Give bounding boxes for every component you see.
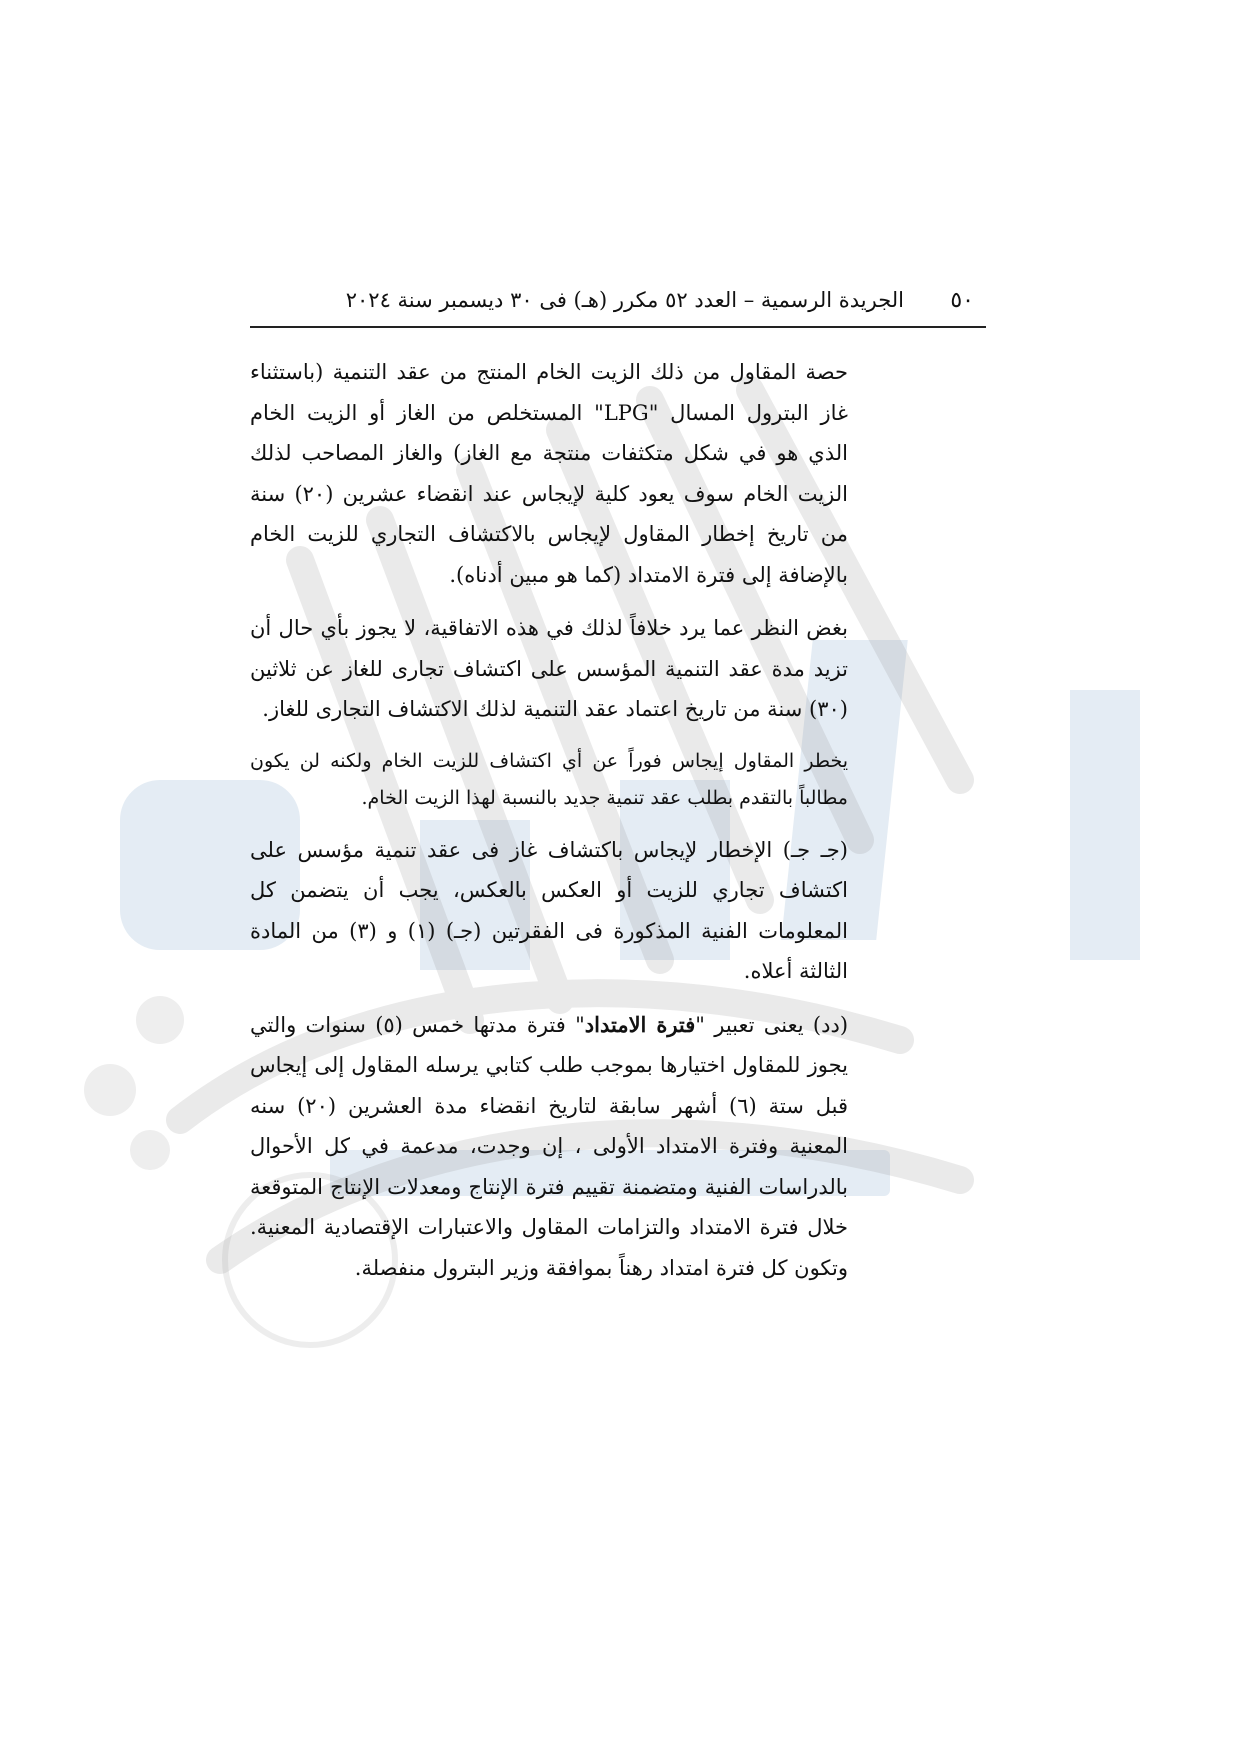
gazette-title: الجريدة الرسمية – العدد ٥٢ مكرر (هـ) فى ٣٠ ديسمبر سنة ٢٠٢٤: [345, 288, 904, 312]
page-number: ٥٠: [950, 288, 974, 313]
page-header: [250, 286, 986, 328]
clause-marker-dd: (دد): [812, 1012, 849, 1037]
paragraph-4: [250, 830, 848, 992]
defined-term: فترة الامتداد: [584, 1011, 696, 1037]
paragraph-3: يخطر المقاول إيجاس فوراً عن أي اكتشاف للزيت الخام ولكنه لن يكون مطالباً بالتقدم بطلب عقد تنمية جديد بالنسبة لهذا الزيت الخام.: [250, 749, 848, 809]
page-body: [250, 352, 848, 1301]
paragraph-2: بغض النظر عما يرد خلافاً لذلك في هذه الاتفاقية، لا يجوز بأي حال أن تزيد مدة عقد التنمية المؤسس على اكتشاف تجارى للغاز عن ثلاثين (٣٠) سنة من تاريخ اعتماد عقد التنمية لذلك الاكتشاف التجارى للغاز.: [250, 616, 848, 721]
clause-text-dd-start: يعنى تعبير ": [695, 1012, 804, 1037]
paragraph-1: حصة المقاول من ذلك الزيت الخام المنتج من عقد التنمية (باستثناء غاز البترول المسال "LPG" المستخلص من الغاز أو الزيت الخام الذي هو في شكل متكثفات منتجة مع الغاز) والغاز المصاحب لذلك الزيت الخام سوف يعود كلية لإيجاس عند انقضاء عشرين (٢٠) سنة من تاريخ إخطار المقاول لإيجاس بالاكتشاف التجاري للزيت الخام بالإضافة إلى فترة الامتداد (كما هو مبين أدناه).: [250, 360, 848, 587]
clause-text-dd-rest: " فترة مدتها خمس (٥) سنوات والتي يجوز للمقاول اختيارها بموجب طلب كتابي يرسله المقاول إلى إيجاس قبل ستة (٦) أشهر سابقة لتاريخ انقضاء مدة العشرين (٢٠) سنه المعنية وفترة الامتداد الأولى ، إن وجدت، مدعمة في كل الأحوال بالدراسات الفنية ومتضمنة تقييم فترة الإنتاج ومعدلات الإنتاج المتوقعة خلال فترة الامتداد والتزامات المقاول والاعتبارات الإقتصادية المعنية. وتكون كل فترة امتداد رهناً بموافقة وزير البترول منفصلة.: [250, 1012, 849, 1280]
clause-text-jj: الإخطار لإيجاس باكتشاف غاز فى عقد تنمية مؤسس على اكتشاف تجاري للزيت أو العكس بالعكس، يجب أن يتضمن كل المعلومات الفنية المذكورة فى الفقرتين (جـ) (١) و (٣) من المادة الثالثة أعلاه.: [250, 837, 849, 983]
paragraph-5: [250, 1005, 848, 1289]
clause-marker-jj: (جـ جـ): [782, 837, 848, 862]
